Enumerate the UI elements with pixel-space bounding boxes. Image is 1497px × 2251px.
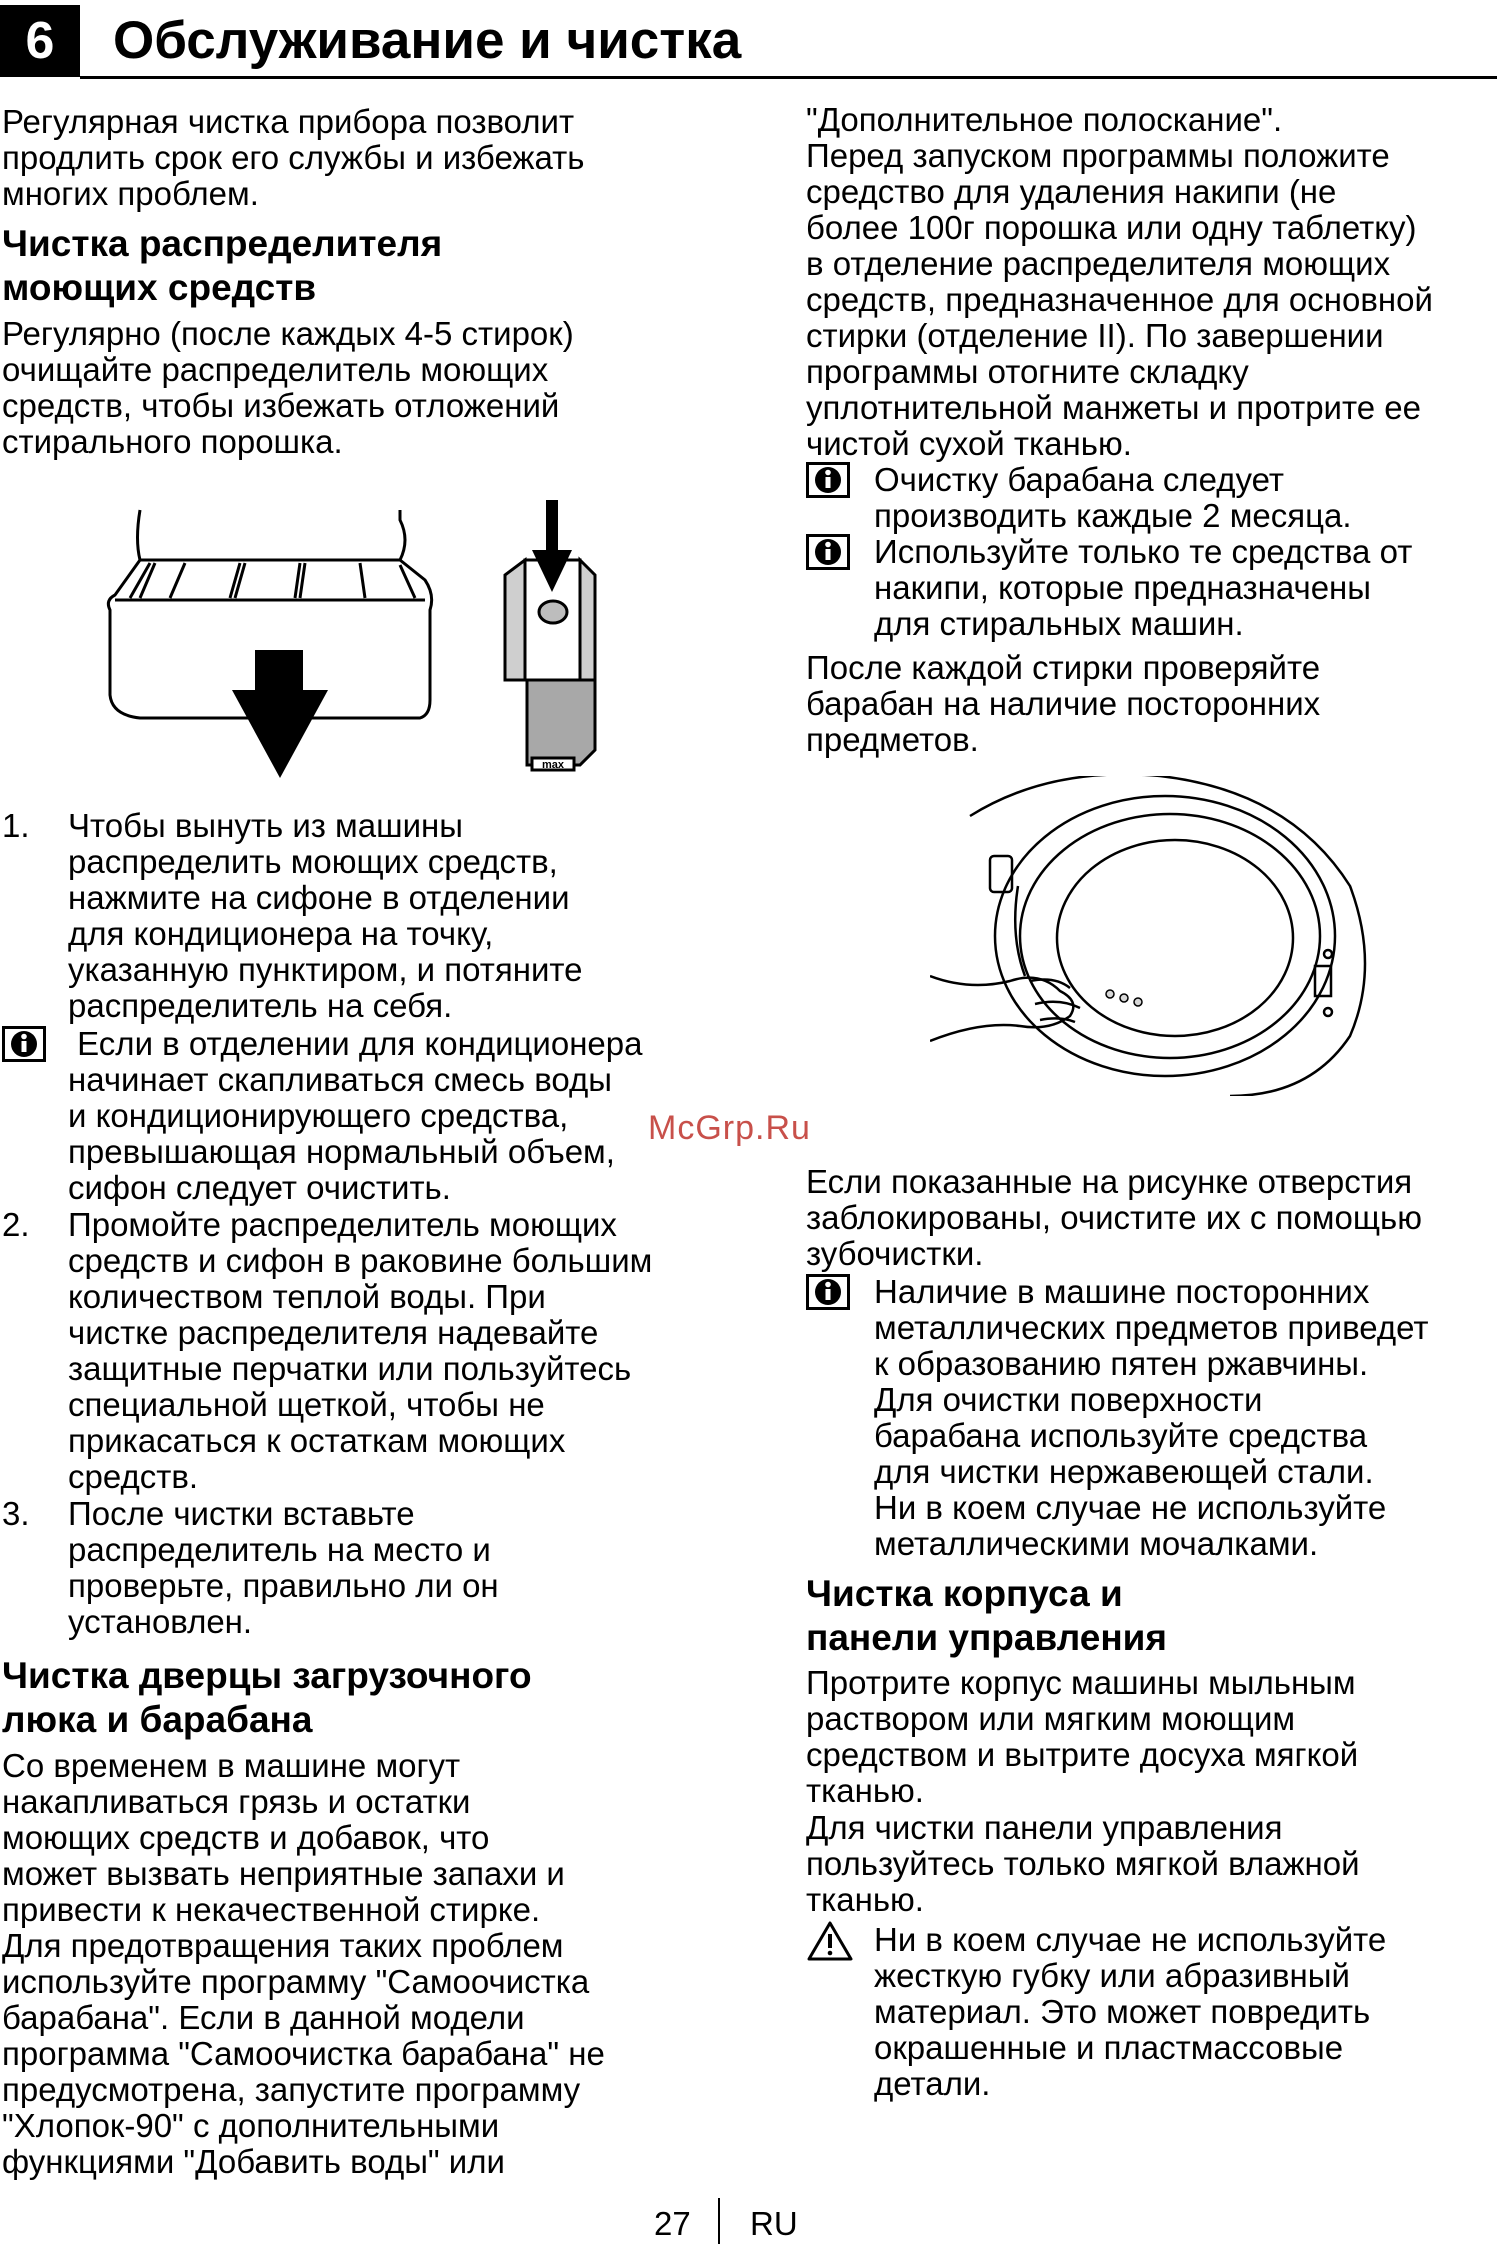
descaling-text: "Дополнительное полоскание". Перед запуском программы положите средство для удаления накипи (не более 100г порошка или одну таблетку) в отделение распределителя моющих средств, предназначенное для основной стирки (отделение II). По завершении программы отогните складку уплотнительной манжеты и протрите ее чистой сухой тканью. xyxy=(806,101,1433,462)
door-hinge xyxy=(990,856,1012,892)
max-label: max xyxy=(541,759,565,771)
info-note-frequency: Очистку барабана следует производить каждые 2 месяца. xyxy=(874,461,1352,534)
drum-illustration xyxy=(930,776,1380,1096)
list-item-1: Чтобы вынуть из машины распределить моющих средств, нажмите на сифоне в отделении для кондиционера на точку, указанную пунктиром, и потяните распределитель на себя. xyxy=(68,807,583,1024)
dispenser-illustration xyxy=(100,500,620,790)
chapter-title: Обслуживание и чистка xyxy=(113,11,742,70)
list-number: 2. xyxy=(2,1206,30,1243)
info-icon xyxy=(806,462,850,498)
list-number: 3. xyxy=(2,1495,30,1532)
info-note-metal: Наличие в машине посторонних металлических предметов приведет к образованию пятен ржавчины. Для очистки поверхности барабана используйте средства для чистки нержавеющей стали. Ни в коем случае не используйте металлическими мочалками. xyxy=(874,1273,1429,1562)
page-number: 27 xyxy=(654,2205,691,2242)
warning-note-abrasive: Ни в коем случае не используйте жесткую губку или абразивный материал. Это может повредить окрашенные и пластмассовые детали. xyxy=(874,1921,1387,2102)
header-rule xyxy=(80,76,1497,79)
siphon-drawing xyxy=(505,560,595,770)
down-arrow-icon xyxy=(232,650,328,778)
intro-text: Регулярная чистка прибора позволит продлить срок его службы и избежать многих проблем. xyxy=(2,103,585,212)
machine-body-outline xyxy=(970,776,1365,1096)
drum-gasket xyxy=(1020,814,1320,1058)
list-number: 1. xyxy=(2,807,30,844)
info-icon xyxy=(806,1274,850,1310)
info-icon xyxy=(806,534,850,570)
drum-inner xyxy=(1057,840,1293,1036)
dispenser-text: Регулярно (после каждых 4-5 стирок) очищайте распределитель моющих средств, чтобы избежать отложений стирального порошка. xyxy=(2,315,574,460)
list-item-3: После чистки вставьте распределитель на место и проверьте, правильно ли он установлен. xyxy=(68,1495,499,1640)
drum-outer-ring xyxy=(995,796,1335,1076)
panel-cleaning-text: Для чистки панели управления пользуйтесь только мягкой влажной тканью. xyxy=(806,1809,1360,1918)
chapter-header xyxy=(0,0,1497,82)
info-icon xyxy=(2,1026,46,1062)
body-cleaning-text: Протрите корпус машины мыльным раствором или мягким моющим средством и вытрите досуха мягкой тканью. xyxy=(806,1664,1359,1809)
list-item-2: Промойте распределитель моющих средств и сифон в раковине большим количеством теплой воды. При чистке распределителя надевайте защитные перчатки или пользуйтесь специальной щеткой, чтобы не прикасаться к остаткам моющих средств. xyxy=(68,1206,653,1495)
info-note-siphon: Если в отделении для кондиционера начинает скапливаться смесь воды и кондиционирующего средства, превышающая нормальный объем, сифон следует очистить. xyxy=(68,1025,643,1206)
hand-drawing xyxy=(930,976,1073,1041)
heading-dispenser: Чистка распределителя моющих средств xyxy=(2,223,443,308)
info-note-descaler: Используйте только те средства от накипи, которые предназначены для стиральных машин. xyxy=(874,533,1413,642)
footer-divider xyxy=(718,2198,720,2244)
holes-text: Если показанные на рисунке отверстия заблокированы, очистите их с помощью зубочистки. xyxy=(806,1163,1422,1272)
chapter-number: 6 xyxy=(0,5,80,77)
language-code: RU xyxy=(750,2205,798,2242)
heading-door-drum: Чистка дверцы загрузочного люка и барабана xyxy=(2,1655,532,1740)
heading-body-panel: Чистка корпуса и панели управления xyxy=(806,1573,1168,1658)
watermark: McGrp.Ru xyxy=(648,1109,811,1147)
warning-icon xyxy=(806,1920,854,1962)
door-drum-text: Со временем в машине могут накапливаться грязь и остатки моющих средств и добавок, что может вызвать неприятные запахи и привести к некачественной стирке. Для предотвращения таких проблем используйте программу "Самоочистка барабана". Если в данной модели программа "Самоочистка барабана" не предусмотрена, запустите программу "Хлопок-90" с дополнительными функциями "Добавить воды" или xyxy=(2,1747,605,2180)
after-wash-text: После каждой стирки проверяйте барабан на наличие посторонних предметов. xyxy=(806,649,1321,758)
